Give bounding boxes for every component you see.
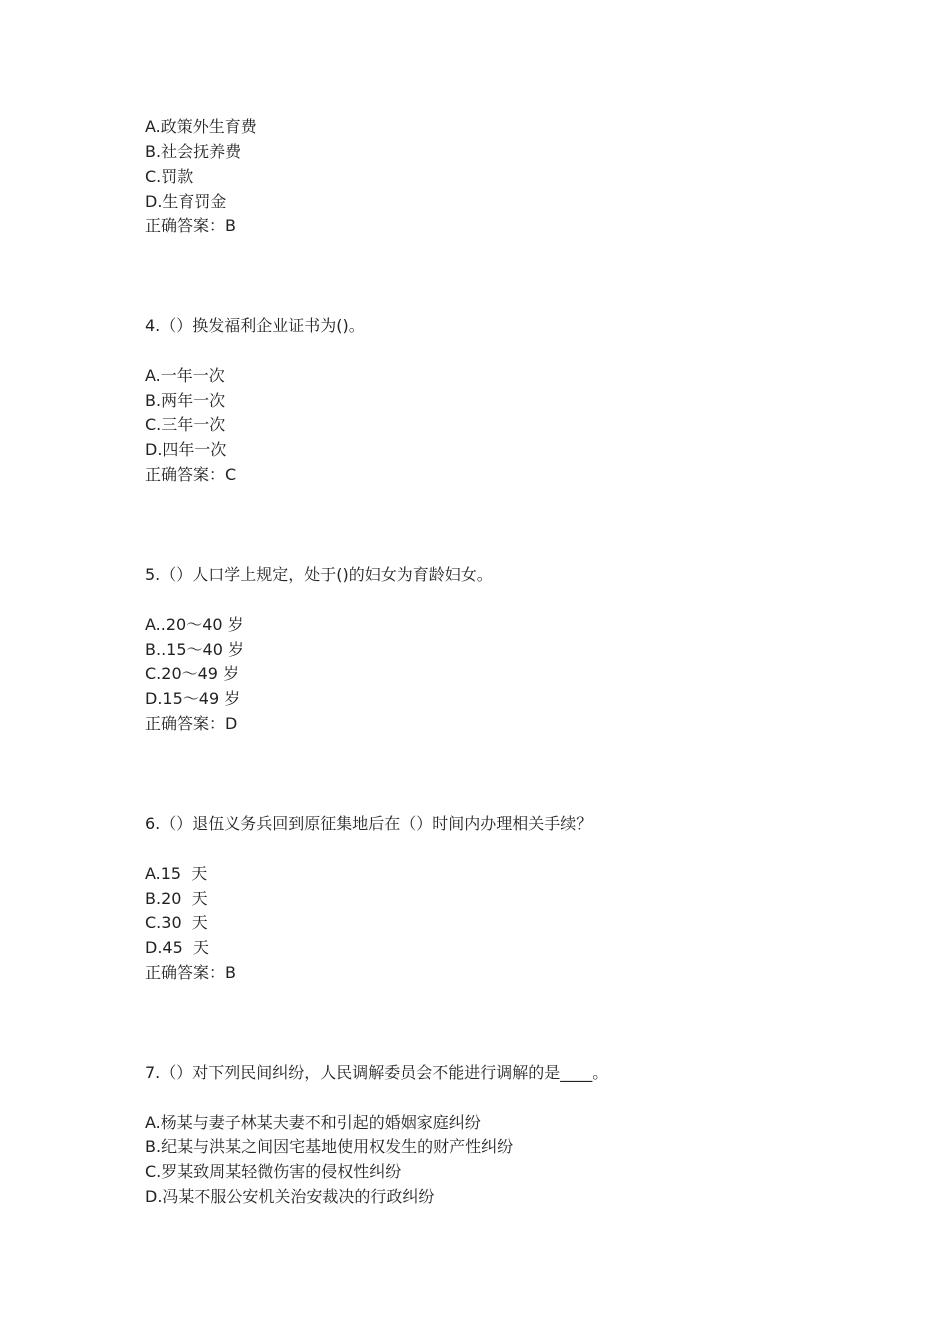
option-b: B.社会抚养费 xyxy=(145,142,242,161)
question-stem: 4.（）换发福利企业证书为()。 xyxy=(145,316,365,335)
correct-answer: 正确答案：B xyxy=(145,216,236,235)
option-a: A.15 天 xyxy=(145,864,208,883)
option-a: A.杨某与妻子林某夫妻不和引起的婚姻家庭纠纷 xyxy=(145,1113,481,1132)
question-stem: 6.（）退伍义务兵回到原征集地后在（）时间内办理相关手续？ xyxy=(145,814,593,833)
option-c: C.30 天 xyxy=(145,913,208,932)
question-stem: 5.（）人口学上规定，处于()的妇女为育龄妇女。 xyxy=(145,565,493,584)
option-b: B.两年一次 xyxy=(145,391,226,410)
option-a: A.政策外生育费 xyxy=(145,117,257,136)
option-a: A.一年一次 xyxy=(145,366,225,385)
correct-answer: 正确答案：C xyxy=(145,465,237,484)
option-b: B.纪某与洪某之间因宅基地使用权发生的财产性纠纷 xyxy=(145,1137,514,1156)
option-d: D.15～49 岁 xyxy=(145,689,241,708)
correct-answer: 正确答案：D xyxy=(145,714,238,733)
option-d: D.四年一次 xyxy=(145,440,227,459)
option-d: D.45 天 xyxy=(145,938,209,957)
option-c: C.罚款 xyxy=(145,167,194,186)
option-c: C.20～49 岁 xyxy=(145,664,240,683)
option-d: D.冯某不服公安机关治安裁决的行政纠纷 xyxy=(145,1187,435,1206)
question-stem: 7.（）对下列民间纠纷，人民调解委员会不能进行调解的是____。 xyxy=(145,1063,609,1082)
correct-answer: 正确答案：B xyxy=(145,963,236,982)
option-b: B..15～40 岁 xyxy=(145,640,244,659)
option-c: C.罗某致周某轻微伤害的侵权性纠纷 xyxy=(145,1162,402,1181)
option-c: C.三年一次 xyxy=(145,415,226,434)
option-d: D.生育罚金 xyxy=(145,192,227,211)
option-a: A..20～40 岁 xyxy=(145,615,244,634)
option-b: B.20 天 xyxy=(145,889,208,908)
